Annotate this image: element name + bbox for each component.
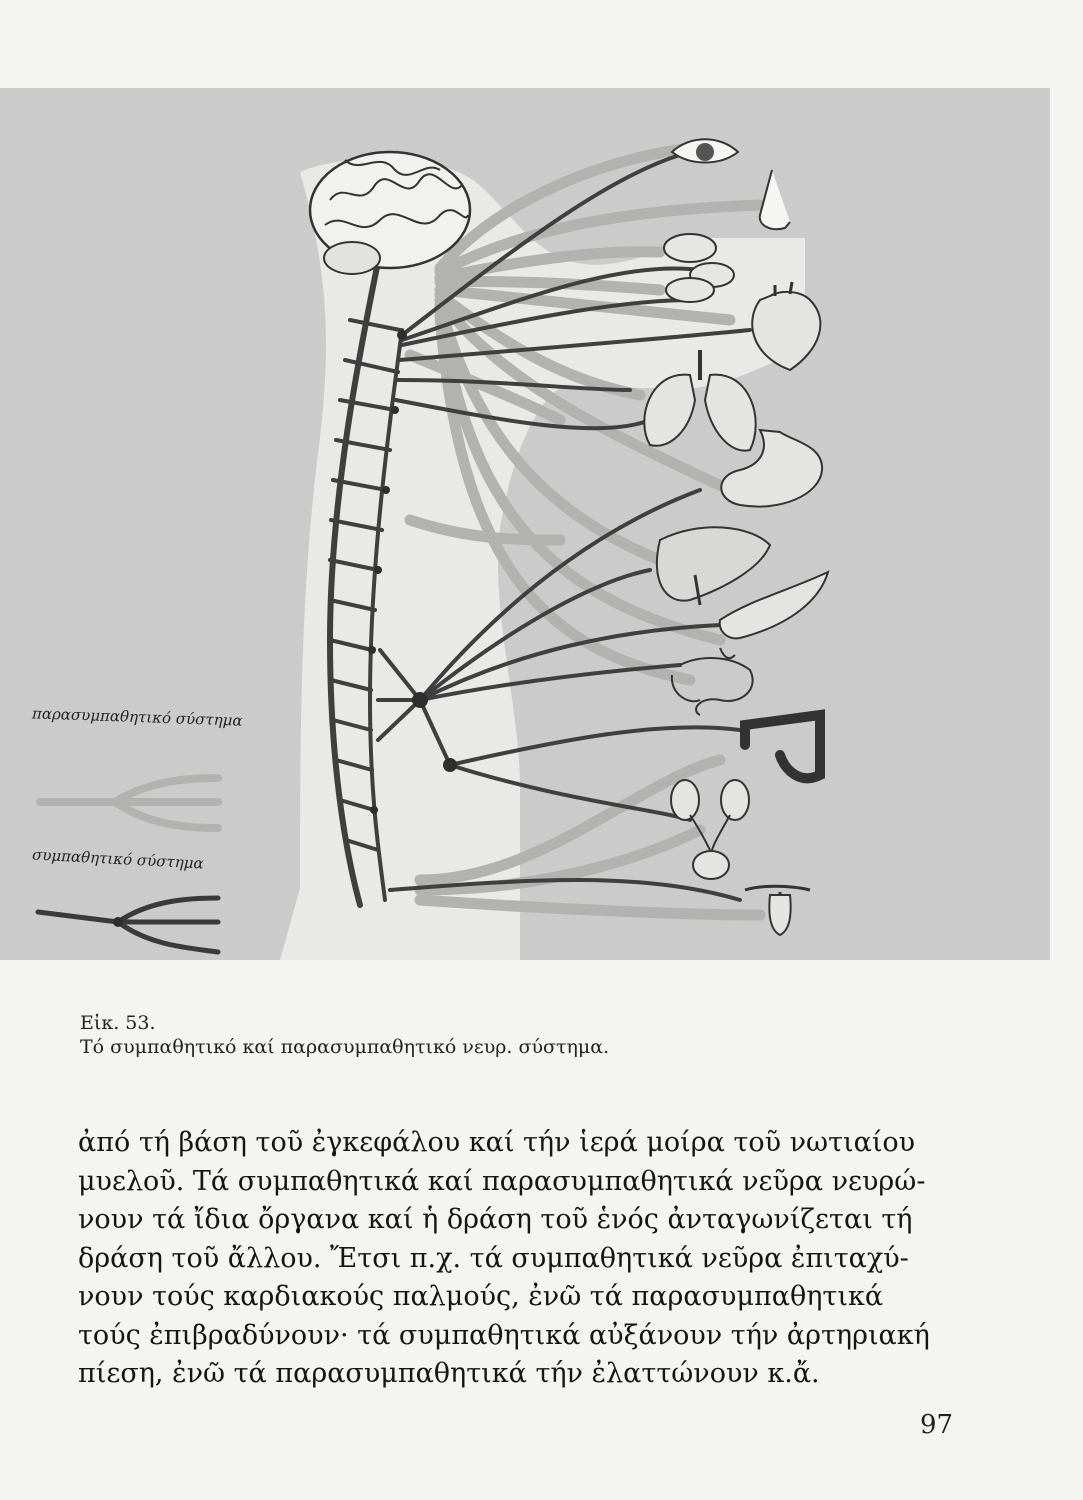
sympathetic-legend-symbol <box>38 898 218 952</box>
body-paragraph <box>78 1124 948 1394</box>
kidneys-bladder-icon <box>671 780 749 879</box>
parasympathetic-legend-symbol <box>40 778 218 828</box>
nervous-system-diagram <box>0 88 1050 960</box>
parasympathetic-legend-label: παρασυμπαθητικό σύστημα <box>31 704 243 730</box>
text-line: νουν τούς καρδιακούς παλμούς, ἐνῶ τά παρασυμπαθητικά <box>78 1281 884 1312</box>
figure-caption: Τό συμπαθητικό καί παρασυμπαθητικό νευρ. σύστημα. <box>80 1036 610 1058</box>
text-line: τούς ἐπιβραδύνουν· τά συμπαθητικά αὐξάνουν τήν ἀρτηριακή <box>78 1319 930 1351</box>
liver-icon <box>657 527 770 605</box>
nose-icon <box>760 170 790 229</box>
figure-number: Εἰκ. 53. <box>80 1012 156 1034</box>
pancreas-icon <box>720 572 828 638</box>
text-line: ἀπό τή βάση τοῦ ἐγκεφάλου καί τήν ἱερά μοίρα τοῦ νωτιαίου <box>78 1127 916 1158</box>
legend-ganglion <box>113 917 123 927</box>
large-intestine-icon <box>745 715 820 778</box>
sympathetic-legend-label: συμπαθητικό σύστημα <box>31 845 205 873</box>
text-line: δράση τοῦ ἄλλου. Ἔτσι π.χ. τά συμπαθητικά νεῦρα ἐπιταχύ- <box>78 1242 909 1274</box>
heart-icon <box>752 282 820 370</box>
text-line: πίεση, ἐνῶ τά παρασυμπαθητικά τήν ἐλαττώνουν κ.ἄ. <box>78 1358 820 1389</box>
lungs-icon <box>644 350 755 451</box>
text-line: μυελοῦ. Τά συμπαθητικά καί παρασυμπαθητικά νεῦρα νευρώ- <box>78 1165 926 1197</box>
eye-icon <box>672 139 738 162</box>
page-number: 97 <box>920 1410 954 1440</box>
text-line: νουν τά ἴδια ὄργανα καί ἡ δράση τοῦ ἑνός ἀνταγωνίζεται τή <box>78 1204 913 1235</box>
